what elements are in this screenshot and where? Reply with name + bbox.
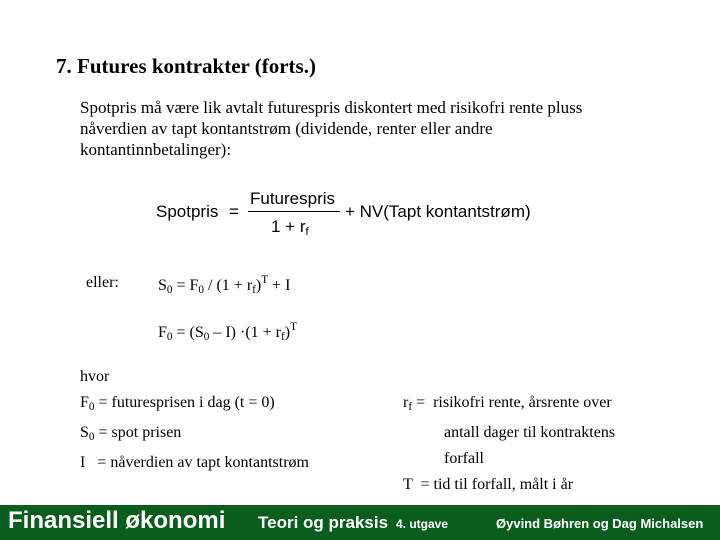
footer-subtitle: Teori og praksis: [258, 513, 389, 532]
formula-numerator: Futurespris: [250, 189, 336, 208]
eq2-exp: T: [290, 321, 297, 333]
eq2-s-sub: 0: [203, 331, 210, 343]
equation-futures: [158, 321, 297, 343]
eq1-tail: + I: [268, 277, 291, 294]
def-text: = spot prisen: [94, 424, 182, 441]
formula-denominator: [271, 217, 309, 238]
footer-edition: 4. utgave: [396, 517, 449, 531]
def-symbol-sub: 0: [88, 431, 95, 443]
hvor-label: hvor: [80, 368, 110, 385]
def-symbol-sub: 0: [88, 401, 95, 413]
def-text: = futuresprisen i dag (t = 0): [94, 394, 275, 411]
fraction-bar: [248, 211, 340, 212]
denominator-text: 1 + r: [271, 217, 306, 236]
def-symbol: I: [80, 454, 86, 471]
definition-rf: [403, 390, 615, 420]
intro-line: Spotpris må være lik avtalt futurespris diskontert med risikofri rente pluss: [80, 98, 583, 117]
footer-authors: Øyvind Bøhren og Dag Michalsen: [496, 516, 704, 531]
definition-i: [80, 450, 309, 476]
intro-paragraph: [80, 97, 700, 160]
eq1-s: S: [158, 277, 167, 294]
def-symbol: F: [80, 394, 89, 411]
definition-rf-line2: antall dager til kontraktens: [444, 424, 616, 441]
eller-label: eller:: [86, 274, 119, 291]
eq1-s-sub: 0: [166, 284, 173, 296]
intro-line: nåverdien av tapt kontantstrøm (dividende, renter eller andre: [80, 119, 493, 138]
definition-t: T = tid til forfall, målt i år: [403, 476, 574, 493]
formula-equals: =: [229, 202, 239, 221]
eq1-r-sub: f: [252, 284, 256, 296]
footer-brand: Finansiell økonomi: [8, 507, 226, 534]
definition-f0: [80, 390, 309, 420]
spot-price-formula: [156, 188, 576, 248]
denominator-sub: f: [305, 226, 309, 238]
eq1-f-sub: 0: [198, 284, 205, 296]
equation-spot: [158, 274, 290, 296]
definition-s0: [80, 420, 309, 450]
definitions-right: [403, 390, 615, 498]
eq1-div: / (1 + r: [204, 277, 253, 294]
eq1-exp: T: [261, 274, 269, 286]
definition-rf-line3: forfall: [444, 450, 484, 467]
intro-line: kontantinnbetalinger):: [80, 140, 232, 159]
footer-banner: [0, 505, 720, 540]
formula-lhs: Spotpris: [156, 202, 219, 221]
eq2-mid: = (S: [172, 324, 204, 341]
eq1-close: ): [255, 277, 262, 294]
def-symbol: S: [80, 424, 89, 441]
eq2-rest: – I) ·(1 + r: [209, 324, 282, 341]
formula-plus-term: + NV(Tapt kontantstrøm): [345, 202, 531, 221]
def-symbol-sub: f: [408, 401, 413, 413]
slide-title: 7. Futures kontrakter (forts.): [56, 54, 316, 78]
def-text: = nåverdien av tapt kontantstrøm: [85, 454, 309, 471]
def-text: = risikofri rente, årsrente over: [412, 394, 612, 411]
eq2-r-sub: f: [281, 331, 285, 343]
eq1-mid: = F: [172, 277, 199, 294]
def-symbol: r: [403, 394, 409, 411]
definitions-left: [80, 364, 309, 476]
eq2-close: ): [284, 324, 291, 341]
eq2-f-sub: 0: [166, 331, 173, 343]
eq2-f: F: [158, 324, 167, 341]
